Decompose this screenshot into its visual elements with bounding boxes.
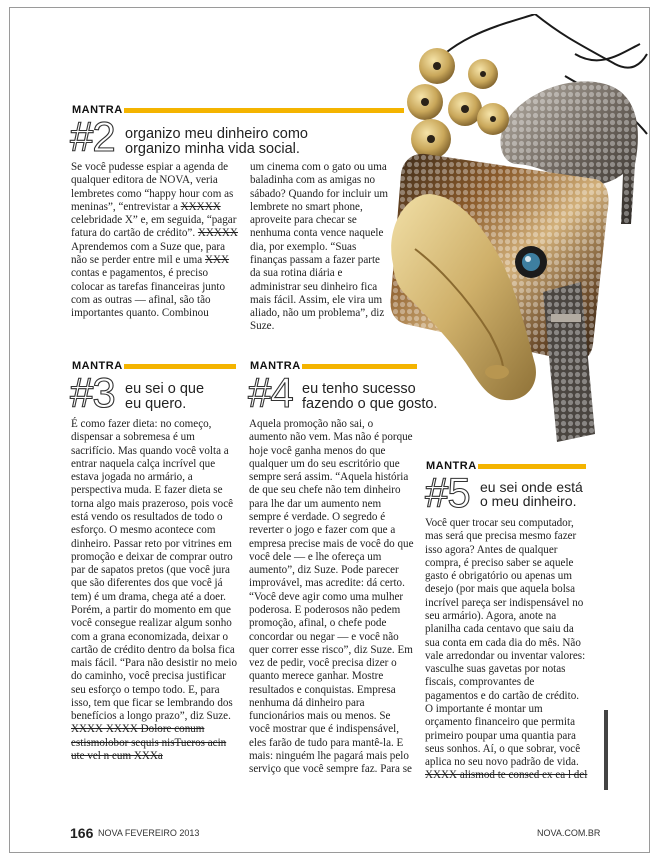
mantra-5-number: #5: [425, 469, 470, 516]
footer-site: NOVA.COM.BR: [537, 828, 601, 838]
mantra-4-heading-line-1: eu tenho sucesso: [302, 381, 416, 397]
mantra-5-heading-line-1: eu sei onde está: [480, 479, 583, 495]
mantra-3-body: [71, 418, 241, 763]
mantra-5-body-text: Você quer trocar seu computador, mas será que precisa mesmo fazer isso agora? Antes de qualquer compra, é preciso saber se aquele gasto é obrigatório ou apenas um desejo (por mais que aquela bolsa incrível pareça ser indispensável no seu armário). Agora, anote na planilha cada centavo que saiu da sua conta em cada dia do mês. Não vale arredondar ou inventar valores: vasculhe suas gavetas por notas fiscais, comprovantes de pagamentos e do cartão de crédito. O importante é montar um orçamento financeiro que permita primeiro poupar uma quantia para seus sonhos. Aí, o que sobrar, você aplica no seu novo padrão de vida.: [425, 517, 586, 769]
mantra-4-body: Aquela promoção não sai, o aumento não vem. Mas não é porque hoje você ganha menos do que qualquer um do seu escritório que sempre será assim. “Aquela história de que seu chefe não tem dinheiro para lhe dar um aumento nem sempre é verdade. O segredo é reverter o jogo e fazer com que a empresa precise mais de você do que você dele — e lhe ofereça um aumento”, diz Suze. Pode parecer improvável, mas acredite: dá certo. “Você deve agir como uma mulher poderosa. E poderosos não pedem promoção, afinal, o chefe pode concordar ou negar — e você não quer correr esse risco”, diz Suze. Em vez de pedir, você precisa dizer o quanto merece ganhar. Mostre resultados e conquistas. Empresa nenhuma dá dinheiro para funcionários mais ou menos. Se você mostrar que é indispensável, eles farão de tudo para mantê-la. E mais: ninguém lhe pagará mais pelo serviço que você sempre faz. Para se: [249, 418, 414, 776]
mantra-5-heading-line-2: o meu dinheiro.: [480, 493, 577, 510]
column-rule: [604, 710, 608, 790]
mantra-3-number: #3: [70, 369, 115, 416]
mantra-5-accent-bar: [478, 464, 586, 469]
mantra-3-label: MANTRA: [72, 360, 123, 372]
mantra-2-col1-placeholder-2: XXXXX: [197, 227, 238, 240]
mantra-3-accent-bar: [124, 364, 236, 369]
mantra-3-heading: [125, 382, 204, 412]
mantra-4-accent-bar: [302, 364, 417, 369]
mantra-2-col1-p1: Se você pudesse espiar a agenda de qualquer editora de NOVA, veria lembretes como “happy hour com as meninas”, “entrevistar a: [71, 161, 234, 213]
gold-sequin-necklace-icon: [407, 48, 509, 159]
mantra-4-label: MANTRA: [250, 360, 301, 372]
mantra-5-heading: [480, 480, 583, 509]
mantra-2-col1-placeholder-3: XXX: [205, 253, 230, 266]
mantra-2-heading-line-1: organizo meu dinheiro como: [125, 126, 308, 142]
footer-issue: NOVA FEVEREIRO 2013: [98, 828, 200, 838]
mantra-2-col1-p3: Aprendemos com a Suze que, para não se perder entre mil e uma: [71, 240, 226, 266]
mantra-2-col1-placeholder-1: XXXXX: [180, 200, 221, 213]
mantra-2-label: MANTRA: [72, 104, 123, 116]
mantra-2-col1-p2: celebridade X” e, em seguida, “pagar fatura do cartão de crédito”.: [71, 214, 237, 240]
mantra-3-placeholder-text: XXXX XXXX Dolore conum estismolobor sequis nisTueros acin ute vel n eum XXXa: [71, 723, 227, 763]
mantra-2-accent-bar: [124, 108, 404, 113]
mantra-5-label: MANTRA: [426, 460, 477, 472]
mantra-4-heading: [302, 382, 437, 412]
mantra-3-heading-line-1: eu sei o que: [125, 381, 205, 397]
mantra-2-body-col-2: um cinema com o gato ou uma baladinha com as amigas no sábado? Quando for incluir um lembrete no smart phone, aproveite para checar se nenhuma conta vence naquele dia, por exemplo. “Suas finanças passam a fazer parte da sua rotina diária e administrar seu dinheiro fica mais fácil. Assim, ele vira um aliado, não um problema”, diz Suze.: [250, 161, 389, 333]
mantra-3-body-text: É como fazer dieta: no começo, dispensar a sobremesa é um sacrifício. Mas quando você volta a entrar naquela calça incrível que estava jogada no armário, a perspectiva muda. E fazer dieta se torna algo mais prazeroso, pois você está vendo os resultados de todo o esforço. O mesmo acontece com dinheiro. Passar reto por vitrines em promoção e deixar de comprar outro par de sapatos pretos (que você jura que são diferentes dos que você já tem) é um drama, chega até a doer. Porém, a partir do momento em que você consegue realizar algum sonho com a grana economizada, deixar o cartão de crédito dentro da bolsa fica mais fácil. “Para não desistir no meio do caminho, você precisa justificar seu esforço o tempo todo. E, para isso, tem que ficar se lembrando dos benefícios a longo prazo”, diz Suze.: [71, 418, 238, 723]
mantra-3-heading-line-2: eu quero.: [125, 395, 187, 412]
mantra-2-heading: [125, 127, 308, 157]
mantra-5-placeholder-text: XXXX alismod te consed ex ea l del: [425, 769, 588, 782]
mantra-5-body: [425, 517, 589, 783]
mantra-2-col1-p4: contas e pagamentos, é preciso colocar as tarefas financeiras junto com as outras — afinal, são tão importantes quanto. Combinou: [71, 267, 226, 320]
mantra-2-number: #2: [70, 113, 115, 160]
mantra-2-body-col-1: [71, 161, 241, 320]
mantra-4-heading-line-2: fazendo o que gosto.: [302, 395, 438, 412]
mantra-4-number: #4: [248, 369, 293, 416]
footer-page-number: 166: [70, 825, 94, 841]
mantra-2-heading-line-2: organizo minha vida social.: [125, 140, 300, 157]
